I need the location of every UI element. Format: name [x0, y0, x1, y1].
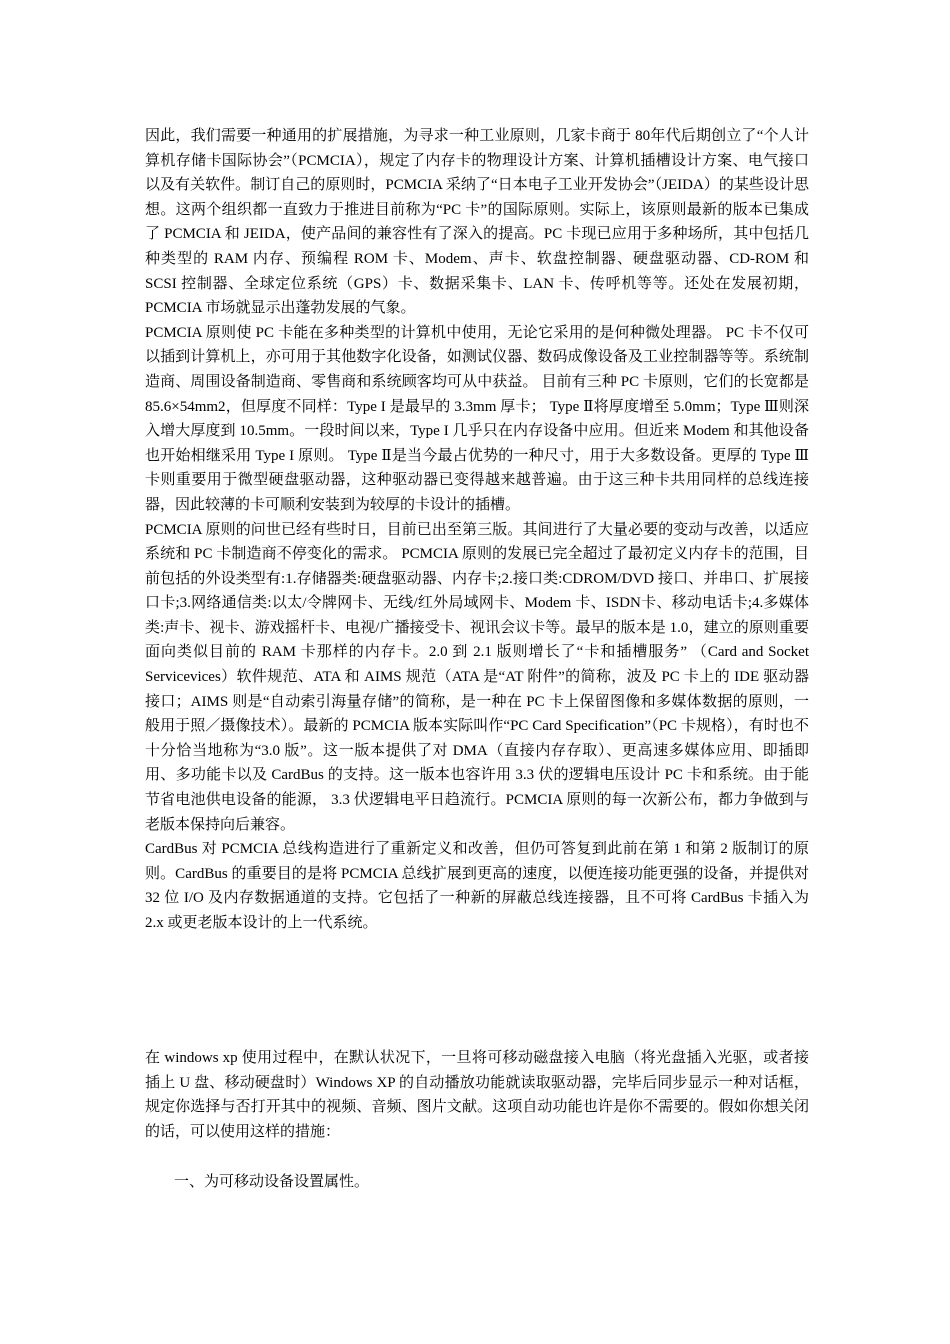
section-heading: 一、为可移动设备设置属性。 [174, 1174, 370, 1190]
paragraph-pcmcia-intro: 因此，我们需要一种通用的扩展措施，为寻求一种工业原则，几家卡商于 80年代后期创立了“个人计算机存储卡国际协会”（PCMCIA），规定了内存卡的物理设计方案、计算机插槽设计方案、电气接口以及有关软件。制订自己的原则时，PCMCIA 采纳了“日本电子工业开发协会”（JEIDA）的某些设计思想。这两个组织都一直致力于推进目前称为“PC 卡”的国际原则。实际上，该原则最新的版本已集成了 PCMCIA 和 JEIDA，使产品间的兼容性有了深入的提高。PC 卡现已应用于多种场所，其中包括几种类型的 RAM 内存、预编程 ROM 卡、Modem、声卡、软盘控制器、硬盘驱动器、CD-ROM 和 SCSI 控制器、全球定位系统（GPS）卡、数据采集卡、LAN 卡、传呼机等等。还处在发展初期，PCMCIA 市场就显示出蓬勃发展的气象。 [145, 128, 809, 317]
autoplay-text-block [145, 1046, 809, 1144]
paragraph-pc-card-types: PCMCIA 原则使 PC 卡能在多种类型的计算机中使用，无论它采用的是何种微处理器。 PC 卡不仅可以插到计算机上，亦可用于其他数字化设备，如测试仪器、数码成像设备及工业控制器等等。系统制造商、周围设备制造商、零售商和系统顾客均可从中获益。 目前有三种 PC 卡原则，它们的长宽都是 85.6×54mm2，但厚度不同样：Type I 是最早的 3.3mm 厚卡； Type Ⅱ将厚度增至 5.0mm；Type Ⅲ则深入增大厚度到 10.5mm。一段时间以来，Type I 几乎只在内存设备中应用。但近来 Modem 和其他设备也开始相继采用 Type I 原则。 Type Ⅱ是当今最占优势的一种尺寸，用于大多数设备。更厚的 Type Ⅲ卡则重要用于微型硬盘驱动器，这种驱动器已变得越来越普遍。由于这三种卡共用同样的总线连接器，因此较薄的卡可顺利安装到为较厚的卡设计的插槽。 [145, 324, 809, 513]
paragraph-cardbus: CardBus 对 PCMCIA 总线构造进行了重新定义和改善，但仍可答复到此前在第 1 和第 2 版制订的原则。CardBus 的重要目的是将 PCMCIA 总线扩展到更高的速度，以便连接功能更强的设备，并提供对 32 位 I/O 及内存数据通道的支持。它包括了一种新的屏蔽总线连接器，且不可将 CardBus 卡插入为 2.x 或更老版本设计的上一代系统。 [145, 841, 809, 931]
paragraph-windows-autoplay: 在 windows xp 使用过程中，在默认状况下，一旦将可移动磁盘接入电脑（将光盘插入光驱，或者接插上 U 盘、移动硬盘时）Windows XP 的自动播放功能就读取驱动器，完毕后同步显示一种对话框，规定你选择与否打开其中的视频、音频、图片文献。这项自动功能也许是你不需要的。假如你想关闭的话，可以使用这样的措施： [145, 1050, 809, 1140]
paragraph-pcmcia-versions: PCMCIA 原则的问世已经有些时日，目前已出至第三版。其间进行了大量必要的变动与改善，以适应系统和 PC 卡制造商不停变化的需求。 PCMCIA 原则的发展已完全超过了最初定义内存卡的范围，目前包括的外设类型有:1.存储器类:硬盘驱动器、内存卡;2.接口类:CDROM/DVD 接口、并串口、扩展接口卡;3.网络通信类:以太/令牌网卡、无线/红外局域网卡、Modem 卡、ISDN卡、移动电话卡;4.多媒体类:声卡、视卡、游戏摇杆卡、电视/广播接受卡、视讯会议卡等。最早的版本是 1.0，建立的原则重要面向类似目前的 RAM 卡那样的内存卡。2.0 到 2.1 版则增长了“卡和插槽服务” （Card and Socket Servicevices）软件规范、ATA 和 AIMS 规范（ATA 是“AT 附件”的简称，波及 PC 卡上的 IDE 驱动器接口；AIMS 则是“自动索引海量存储”的简称，是一种在 PC 卡上保留图像和多媒体数据的原则，一般用于照／摄像技术）。最新的 PCMCIA 版本实际叫作“PC Card Specification”（PC 卡规格），有时也不十分恰当地称为“3.0 版”。这一版本提供了对 DMA（直接内存存取）、更高速多媒体应用、即插即用、多功能卡以及 CardBus 的支持。这一版本也容许用 3.3 伏的逻辑电压设计 PC 卡和系统。由于能节省电池供电设备的能源， 3.3 伏逻辑电平日趋流行。PCMCIA 原则的每一次新公布，都力争做到与老版本保持向后兼容。 [145, 521, 809, 833]
main-text-block [145, 124, 809, 936]
